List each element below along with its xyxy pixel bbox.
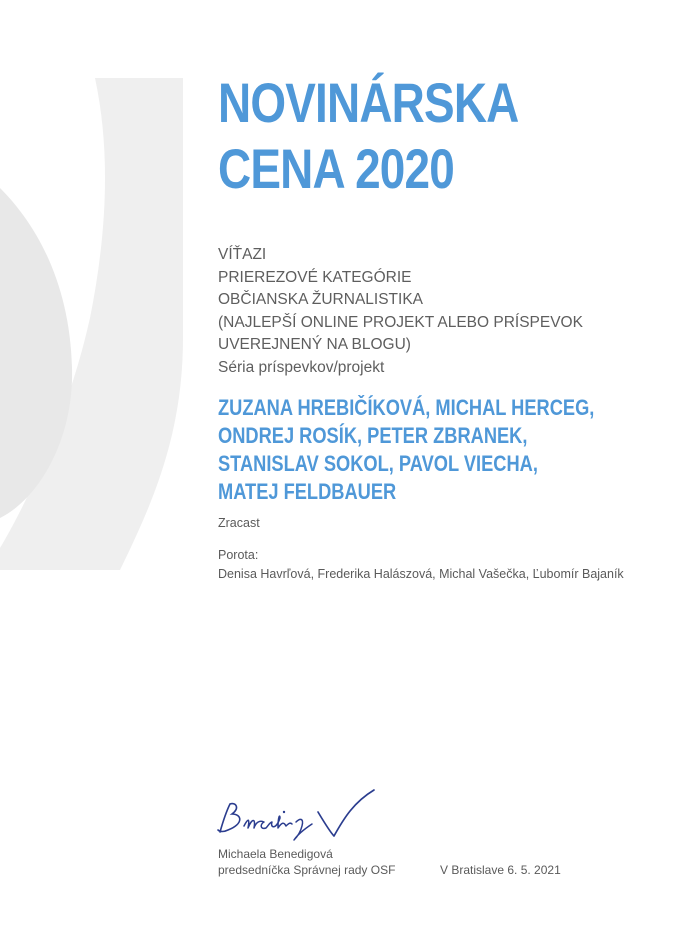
jury-label: Porota: [218,548,259,562]
certificate-content [218,70,678,584]
award-title-line-1: NOVINÁRSKA [218,71,519,134]
category-line: (NAJLEPŠÍ ONLINE PROJEKT ALEBO PRÍSPEVOK [218,313,583,331]
award-title-line-2: CENA 2020 [218,137,454,200]
signer-block [218,846,658,878]
category-line: VÍŤAZI [218,246,267,263]
award-title [218,70,677,202]
winners-line: ONDREJ ROSÍK, PETER ZBRANEK, [218,423,528,448]
winners-line: STANISLAV SOKOL, PAVOL VIECHA, [218,451,538,476]
jury-members: Denisa Havrľová, Frederika Halászová, Michal Vašečka, Ľubomír Bajaník [218,567,624,581]
organization-name: Zracast [218,516,260,530]
winners-line: MATEJ FELDBAUER [218,479,397,504]
signer-name: Michaela Benedigová [218,847,333,861]
handwritten-signature [214,788,384,844]
signer-role: predsedníčka Správnej rady OSF [218,863,396,877]
place-and-date: V Bratislave 6. 5. 2021 [440,863,561,877]
winners-names [218,394,666,506]
winners-line: ZUZANA HREBIČÍKOVÁ, MICHAL HERCEG, [218,395,595,420]
category-block [218,244,678,379]
background-logo-shape [0,78,183,570]
category-line: PRIEREZOVÉ KATEGÓRIE [218,268,412,286]
category-line: OBČIANSKA ŽURNALISTIKA [218,291,423,308]
background-logo-graphic [0,78,183,570]
signature-footer [218,846,658,878]
category-line: Séria príspevkov/projekt [218,358,385,376]
category-line: UVEREJNENÝ NA BLOGU) [218,336,411,353]
jury-block [218,546,678,584]
